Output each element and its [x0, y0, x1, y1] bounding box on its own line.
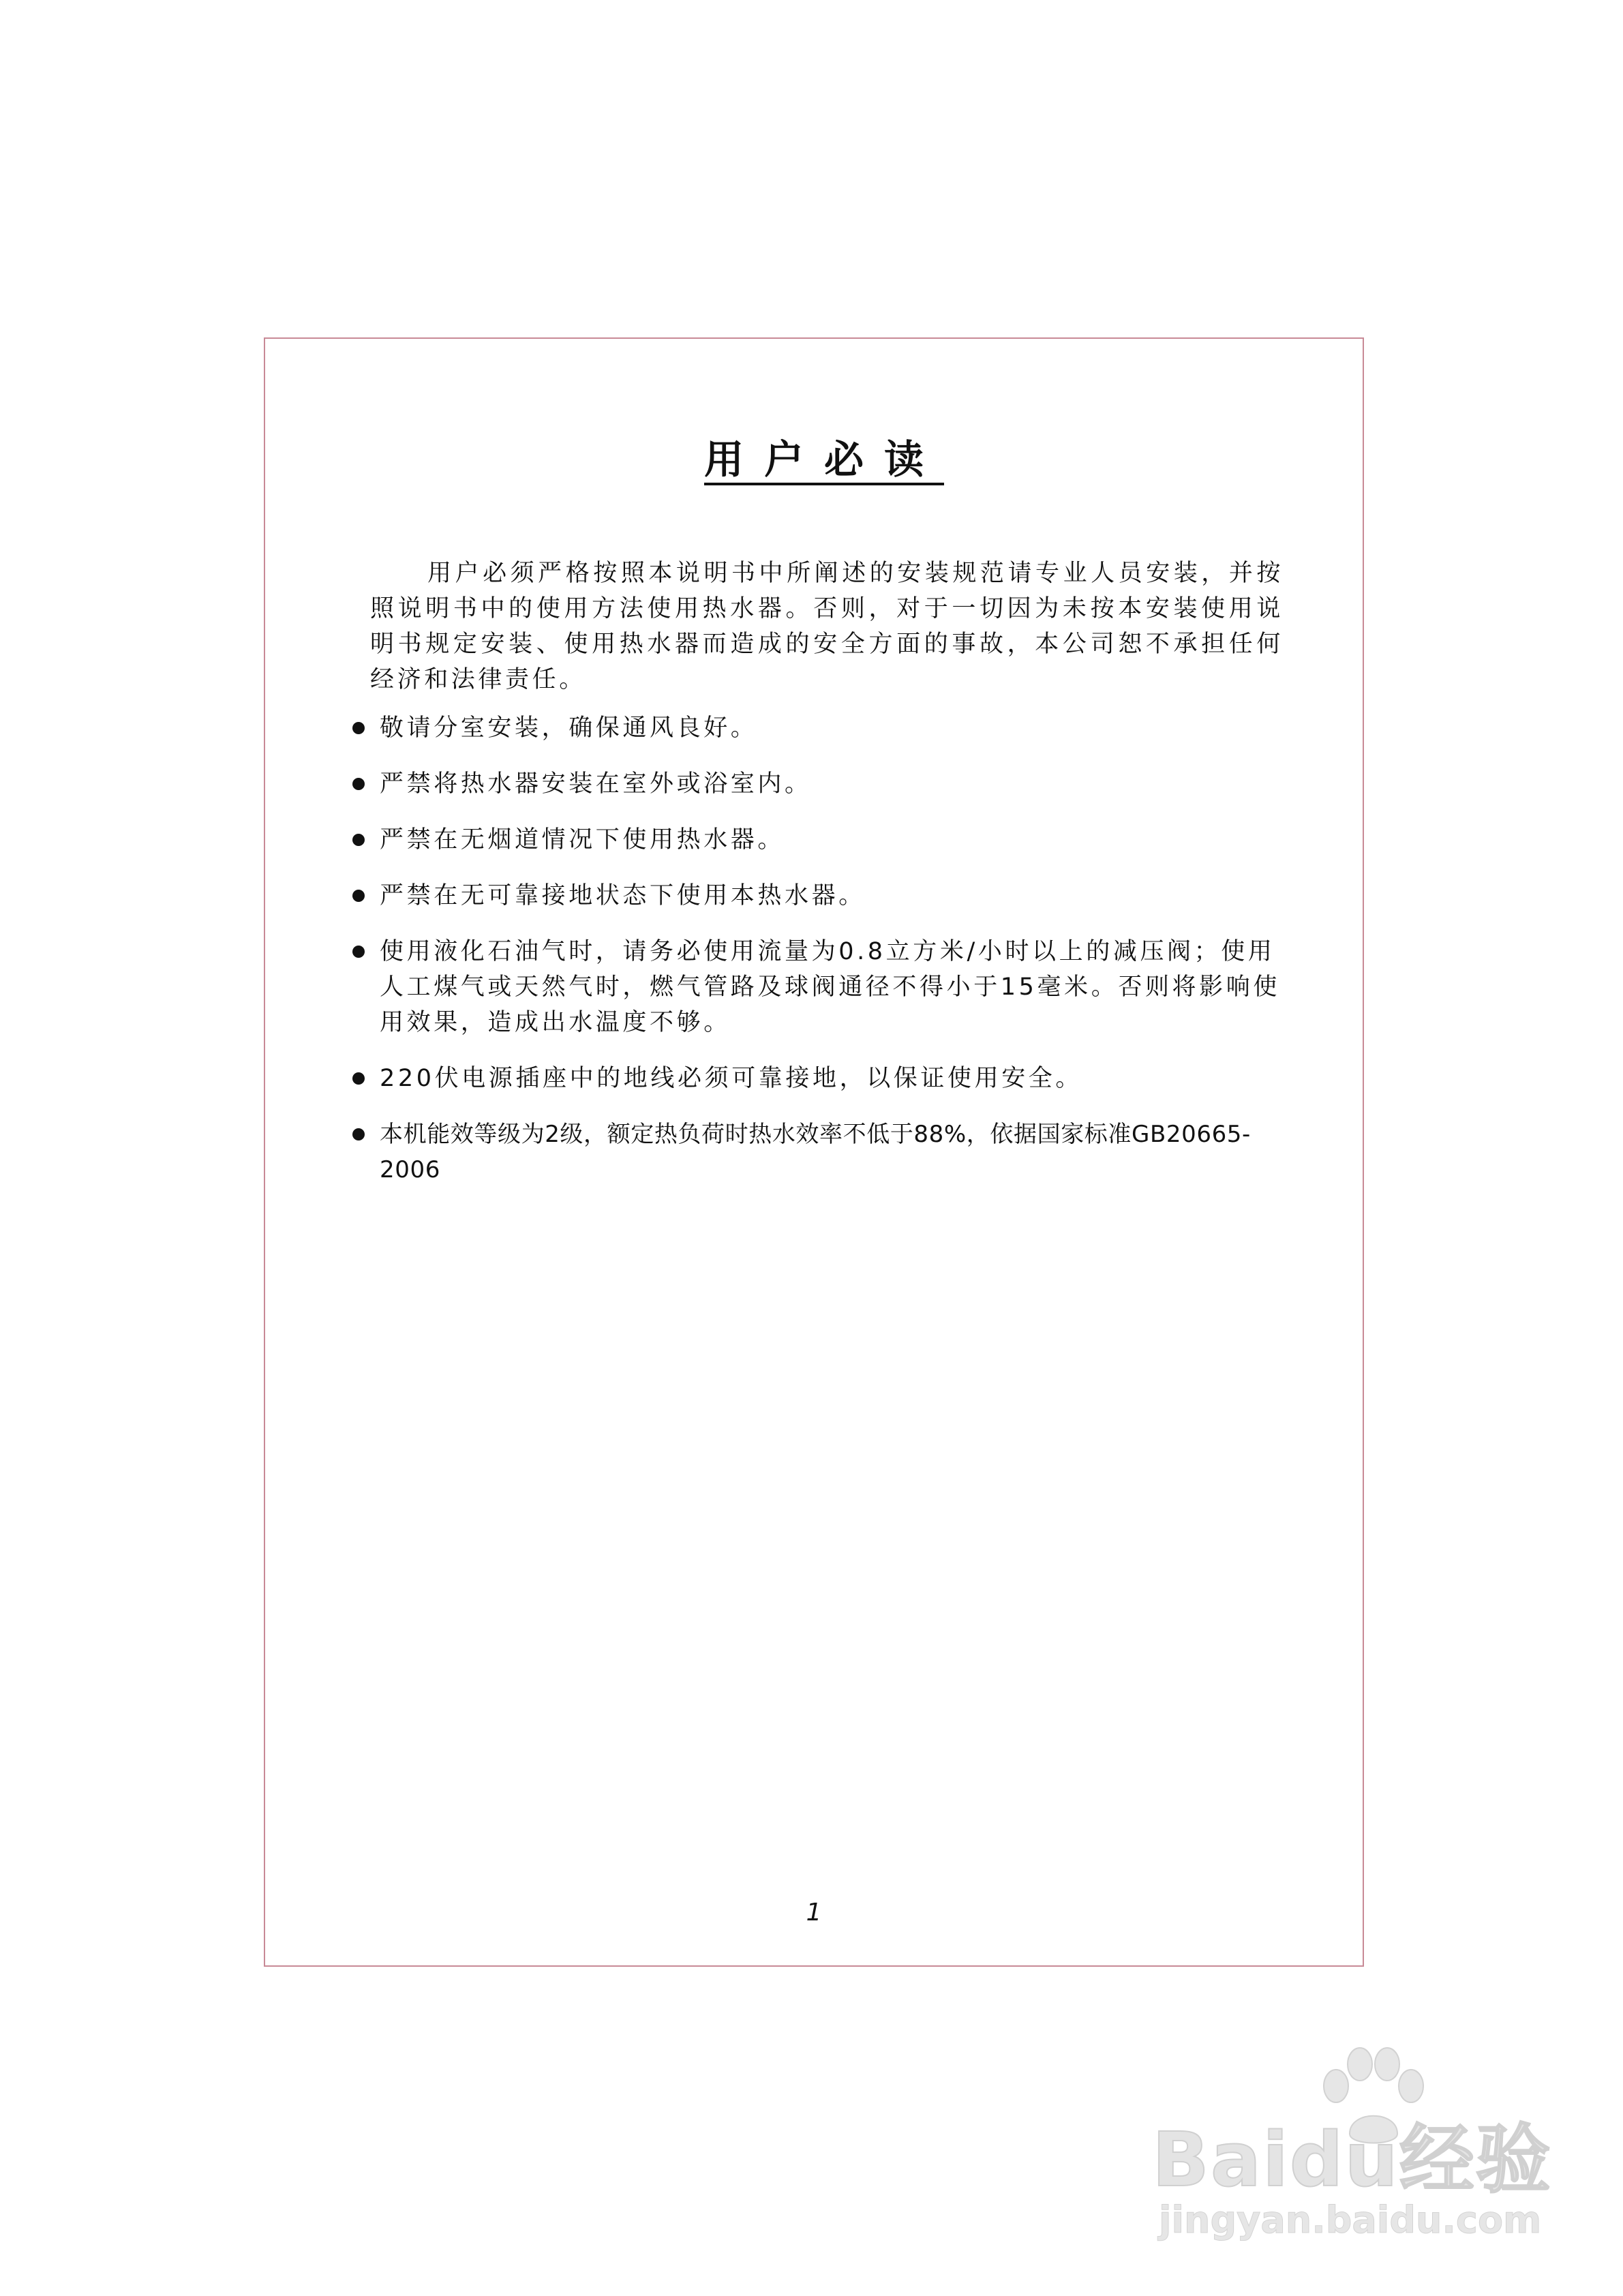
bullet-dot-icon	[352, 890, 365, 902]
list-item	[351, 1061, 1292, 1096]
page-title	[265, 427, 1363, 485]
list-item-text: 严禁将热水器安装在室外或浴室内。	[380, 770, 812, 798]
bullet-dot-icon	[352, 1128, 365, 1141]
bullet-dot-icon	[352, 1072, 365, 1085]
intro-paragraph: 用户必须严格按照本说明书中所阐述的安装规范请专业人员安装，并按照说明书中的使用方法使用热水器。否则，对于一切因为未按本安装使用说明书规定安装、使用热水器而造成的安全方面的事故，本公司恕不承担任何经济和法律责任。	[370, 560, 1284, 693]
bullet-dot-icon	[352, 778, 365, 790]
notice-list	[351, 710, 1292, 1208]
list-item	[351, 710, 1292, 746]
page-frame	[264, 337, 1364, 1967]
list-item-text: 使用液化石油气时，请务必使用流量为0.8立方米/小时以上的减压阀；使用人工煤气或天然气时，燃气管路及球阀通径不得小于15毫米。否则将影响使用效果，造成出水温度不够。	[380, 938, 1280, 1036]
list-item-text: 敬请分室安装，确保通风良好。	[380, 714, 758, 742]
page-title-text: 用户必读	[703, 436, 944, 483]
baidu-watermark	[1152, 2045, 1552, 2250]
list-item-text: 严禁在无可靠接地状态下使用本热水器。	[380, 882, 866, 909]
list-item	[351, 934, 1292, 1040]
watermark-logo: Baidu经验	[1152, 2116, 1552, 2203]
list-item-text: 220伏电源插座中的地线必须可靠接地，以保证使用安全。	[380, 1065, 1083, 1092]
list-item	[351, 1117, 1292, 1188]
list-item	[351, 766, 1292, 802]
list-item-text: 严禁在无烟道情况下使用热水器。	[380, 826, 785, 854]
watermark-url: jingyan.baidu.com	[1159, 2199, 1542, 2241]
bullet-dot-icon	[352, 834, 365, 846]
page-number: 1	[806, 1899, 822, 1927]
bullet-dot-icon	[352, 946, 365, 958]
list-item	[351, 878, 1292, 913]
bullet-dot-icon	[352, 722, 365, 734]
list-item	[351, 822, 1292, 858]
list-item-text: 本机能效等级为2级，额定热负荷时热水效率不低于88%，依据国家标准GB20665-2006	[380, 1121, 1251, 1183]
